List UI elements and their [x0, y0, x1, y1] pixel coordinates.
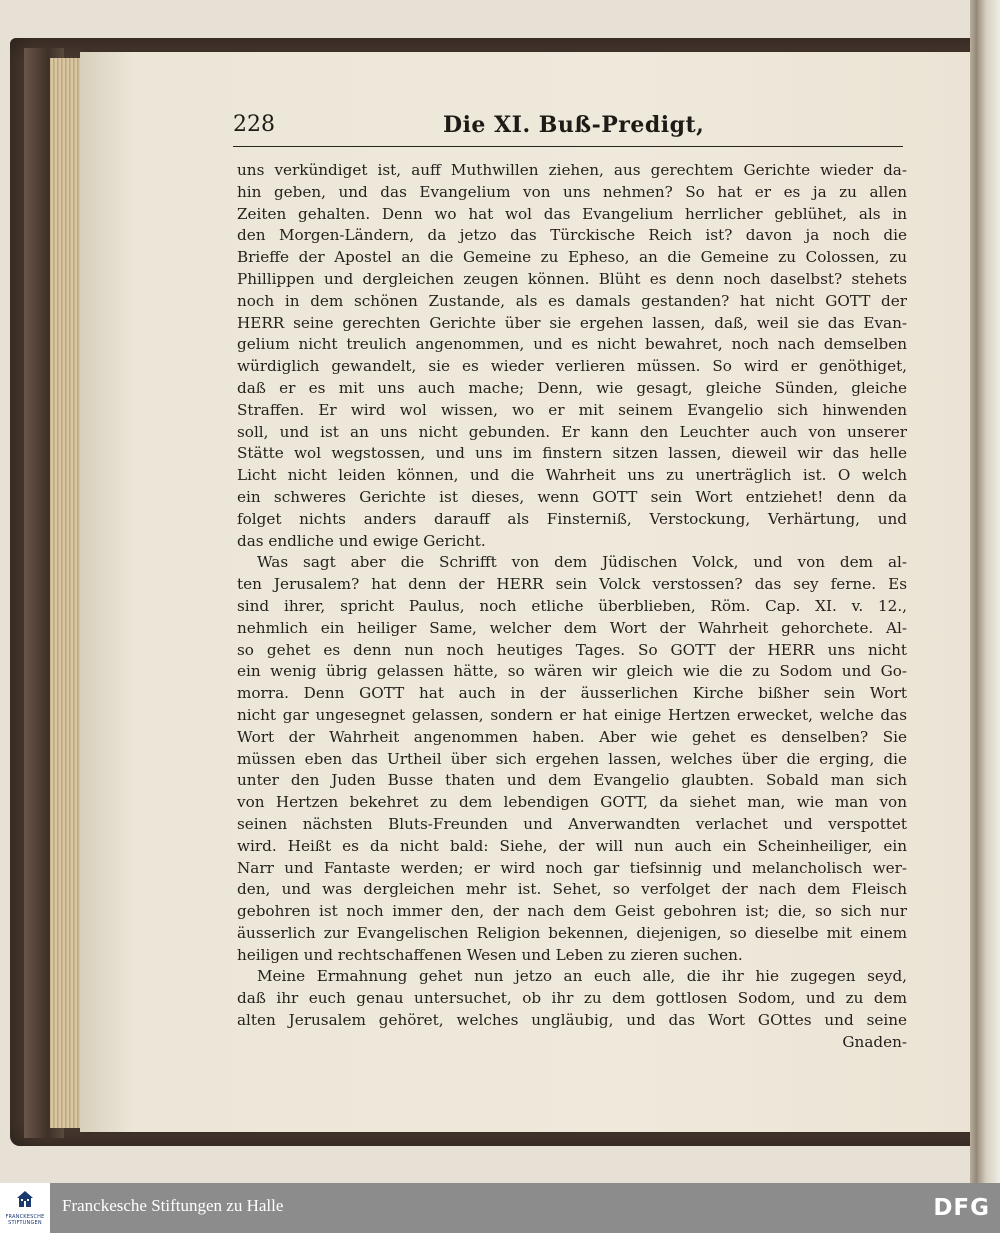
- logo-text: FRANCKESCHE STIFTUNGEN: [5, 1214, 45, 1226]
- text-line: Narr und Fantaste werden; er wird noch gar tiefsinnig und melancholisch wer-: [237, 858, 907, 877]
- text-line: den, und was dergleichen mehr ist. Sehet, so verfolget der nach dem Fleisch: [237, 880, 907, 899]
- institution-logo[interactable]: [0, 1183, 50, 1233]
- text-line: gelium nicht treulich angenommen, und es nicht bewahret, noch nach demselben: [237, 335, 907, 354]
- text-line: daß er es mit uns auch mache; Denn, wie gesagt, gleiche Sünden, gleiche: [237, 378, 907, 397]
- text-line: von Hertzen bekehret zu dem lebendigen GOTT, da siehet man, wie man von: [237, 793, 907, 812]
- page-number: 228: [233, 112, 275, 137]
- orphanage-building-icon: [15, 1189, 35, 1209]
- running-title: Die XI. Buß-Predigt,: [443, 112, 705, 138]
- text-line: morra. Denn GOTT hat auch in der äusserlichen Kirche bißher sein Wort: [237, 684, 907, 703]
- text-line: heiligen und rechtschaffenen Wesen und Leben zu zieren suchen.: [237, 945, 743, 964]
- institution-name[interactable]: Franckesche Stiftungen zu Halle: [62, 1196, 284, 1215]
- text-line: Wort der Wahrheit angenommen haben. Aber wie gehet es denselben? Sie: [237, 727, 907, 746]
- body-text: [237, 160, 907, 1054]
- text-line: nehmlich ein heiliger Same, welcher dem Wort der Wahrheit gehorchete. Al-: [237, 618, 907, 637]
- text-line: uns verkündiget ist, auff Muthwillen ziehen, aus gerechtem Gerichte wieder da-: [237, 161, 907, 179]
- text-line: soll, und ist an uns nicht gebunden. Er kann den Leuchter auch von unserer: [237, 422, 907, 441]
- text-line: Zeiten gehalten. Denn wo hat wol das Evangelium herrlicher geblühet, als in: [237, 204, 907, 223]
- text-line: hin geben, und das Evangelium von uns nehmen? So hat er es ja zu allen: [237, 182, 907, 201]
- text-line: das endliche und ewige Gericht.: [237, 531, 486, 550]
- text-line: den Morgen-Ländern, da jetzo das Türckische Reich ist? davon ja noch die: [237, 226, 907, 245]
- dfg-logo[interactable]: DFG: [933, 1195, 990, 1221]
- text-line: Meine Ermahnung gehet nun jetzo an euch alle, die ihr hie zugegen seyd,: [257, 967, 907, 986]
- text-line: seinen nächsten Bluts-Freunden und Anverwandten verlachet und verspottet: [237, 814, 907, 833]
- text-line: nicht gar ungesegnet gelassen, sondern er hat einige Hertzen erwecket, welche das: [237, 705, 907, 724]
- text-line: Was sagt aber die Schrifft von dem Jüdischen Volck, und von dem al-: [257, 553, 907, 572]
- text-line: würdiglich gewandelt, sie es wieder verlieren müssen. So wird er genöthiget,: [237, 357, 907, 376]
- text-line: äusserlich zur Evangelischen Religion bekennen, diejenigen, so dieselbe mit einem: [237, 923, 907, 942]
- text-line: daß ihr euch genau untersuchet, ob ihr zu dem gottlosen Sodom, und zu dem: [237, 989, 907, 1008]
- text-line: HERR seine gerechten Gerichte über sie ergehen lassen, daß, weil sie das Evan-: [237, 313, 907, 332]
- page-header: [233, 112, 903, 148]
- text-line: Straffen. Er wird wol wissen, wo er mit seinem Evangelio sich hinwenden: [237, 400, 907, 419]
- text-line: Phillippen und dergleichen zeugen können. Blüht es denn noch daselbst? stehets: [237, 269, 907, 288]
- text-line: Stätte wol wegstossen, und uns im finstern sitzen lassen, dieweil wir das helle: [237, 444, 907, 463]
- header-rule: [233, 146, 903, 147]
- facing-page-edge: [977, 0, 1000, 1183]
- text-line: ein wenig übrig gelassen hätte, so wären wir gleich wie die zu Sodom und Go-: [237, 662, 907, 681]
- text-line: alten Jerusalem gehöret, welches ungläubig, und das Wort GOttes und seine: [237, 1011, 907, 1030]
- text-line: sind ihrer, spricht Paulus, noch etliche überblieben, Röm. Cap. XI. v. 12.,: [237, 596, 907, 615]
- text-line: ten Jerusalem? hat denn der HERR sein Volck verstossen? das sey ferne. Es: [237, 575, 907, 594]
- text-line: Licht nicht leiden können, und die Wahrheit uns zu unerträglich ist. O welch: [237, 466, 907, 485]
- viewer-footer: [0, 1183, 1000, 1233]
- text-line: gebohren ist noch immer den, der nach dem Geist gebohren ist; die, so sich nur: [237, 902, 907, 921]
- text-line: müssen eben das Urtheil über sich ergehen lassen, welches über die erging, die: [237, 749, 907, 768]
- text-line: noch in dem schönen Zustande, als es damals gestanden? hat nicht GOTT der: [237, 291, 907, 310]
- catchword: Gnaden-: [842, 1032, 907, 1051]
- text-line: folget nichts anders darauff als Finsterniß, Verstockung, Verhärtung, und: [237, 509, 907, 528]
- text-line: Brieffe der Apostel an die Gemeine zu Epheso, an die Gemeine zu Colossen, zu: [237, 248, 907, 267]
- text-line: so gehet es denn nun noch heutiges Tages. So GOTT der HERR uns nicht: [237, 640, 907, 659]
- text-line: ein schweres Gerichte ist dieses, wenn GOTT sein Wort entziehet! denn da: [237, 487, 907, 506]
- text-line: wird. Heißt es da nicht bald: Siehe, der will nun auch ein Scheinheiliger, ein: [237, 836, 907, 855]
- text-line: unter den Juden Busse thaten und dem Evangelio glaubten. Sobald man sich: [237, 771, 907, 790]
